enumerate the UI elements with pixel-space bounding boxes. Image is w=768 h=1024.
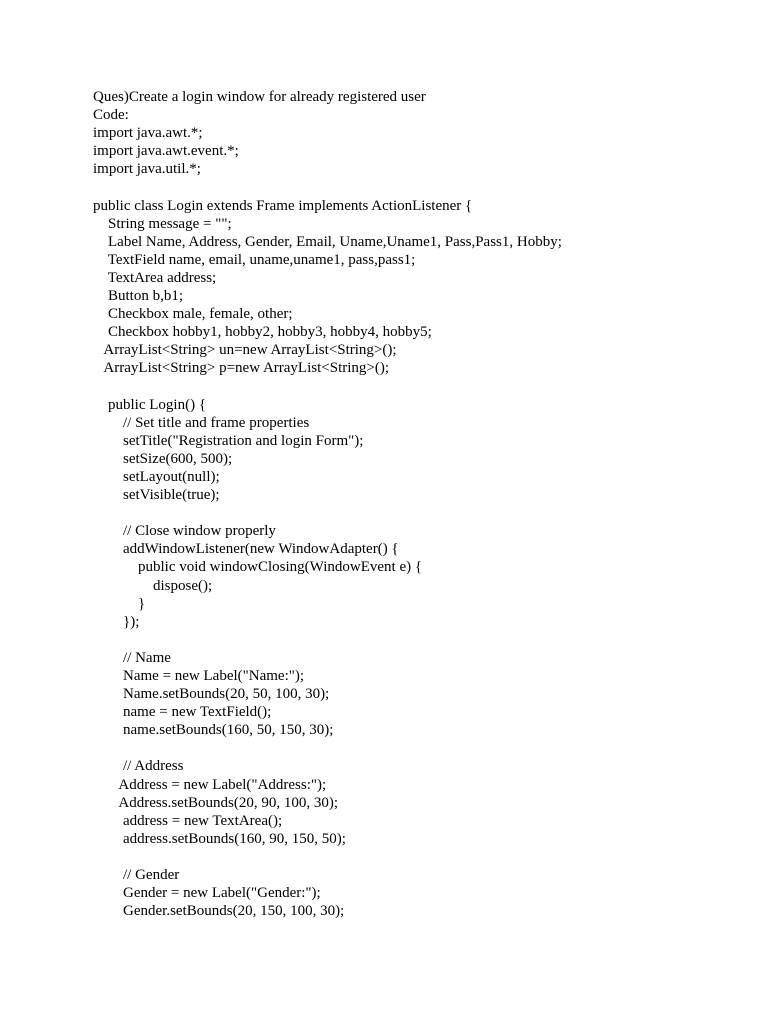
code-line: setVisible(true);: [93, 487, 220, 504]
code-line: address.setBounds(160, 90, 150, 50);: [93, 830, 346, 847]
code-line: [93, 378, 733, 396]
document-page: [93, 88, 733, 920]
code-line: String message = "";: [93, 215, 232, 232]
code-line: [93, 178, 733, 196]
code-line: dispose();: [93, 577, 213, 594]
code-line: [93, 504, 733, 522]
code-line: Checkbox male, female, other;: [93, 306, 293, 323]
code-line: setLayout(null);: [93, 468, 220, 485]
code-line: }: [93, 595, 146, 612]
code-line: Name.setBounds(20, 50, 100, 30);: [93, 686, 330, 703]
code-line: Label Name, Address, Gender, Email, Uname,Uname1, Pass,Pass1, Hobby;: [93, 233, 562, 250]
code-line: name = new TextField();: [93, 704, 272, 721]
code-line: Checkbox hobby1, hobby2, hobby3, hobby4, hobby5;: [93, 324, 432, 341]
code-line: import java.util.*;: [93, 161, 201, 178]
code-line: import java.awt.*;: [93, 125, 203, 142]
code-line: Gender.setBounds(20, 150, 100, 30);: [93, 903, 345, 920]
code-line: // Gender: [93, 867, 180, 884]
code-line: public void windowClosing(WindowEvent e) {: [93, 559, 423, 576]
code-line: ArrayList<String> p=new ArrayList<String>();: [93, 360, 390, 377]
code-line: address = new TextArea();: [93, 812, 283, 829]
code-line: Code:: [93, 107, 129, 124]
code-line: TextField name, email, uname,uname1, pass,pass1;: [93, 251, 416, 268]
code-line: name.setBounds(160, 50, 150, 30);: [93, 722, 334, 739]
code-line: Name = new Label("Name:");: [93, 668, 305, 684]
code-line: ArrayList<String> un=new ArrayList<String>();: [93, 342, 397, 359]
code-line: setSize(600, 500);: [93, 450, 233, 467]
code-line: [93, 631, 733, 649]
code-line: // Close window properly: [93, 523, 276, 540]
code-line: [93, 848, 733, 866]
code-line: // Address: [93, 758, 184, 775]
code-line: addWindowListener(new WindowAdapter() {: [93, 541, 399, 558]
code-line: TextArea address;: [93, 269, 217, 286]
code-line: Address = new Label("Address:");: [93, 776, 327, 793]
code-line: Ques)Create a login window for already registered user: [93, 89, 426, 105]
code-line: public class Login extends Frame implements ActionListener {: [93, 197, 473, 214]
code-line: Address.setBounds(20, 90, 100, 30);: [93, 794, 338, 811]
code-line: [93, 739, 733, 757]
code-line: // Set title and frame properties: [93, 414, 310, 431]
code-line: setTitle("Registration and login Form");: [93, 432, 364, 449]
code-line: });: [93, 613, 140, 630]
code-line: Button b,b1;: [93, 288, 184, 305]
code-line: import java.awt.event.*;: [93, 143, 239, 160]
code-line: Gender = new Label("Gender:");: [93, 885, 321, 902]
code-line: // Name: [93, 649, 171, 666]
code-line: public Login() {: [93, 396, 207, 413]
